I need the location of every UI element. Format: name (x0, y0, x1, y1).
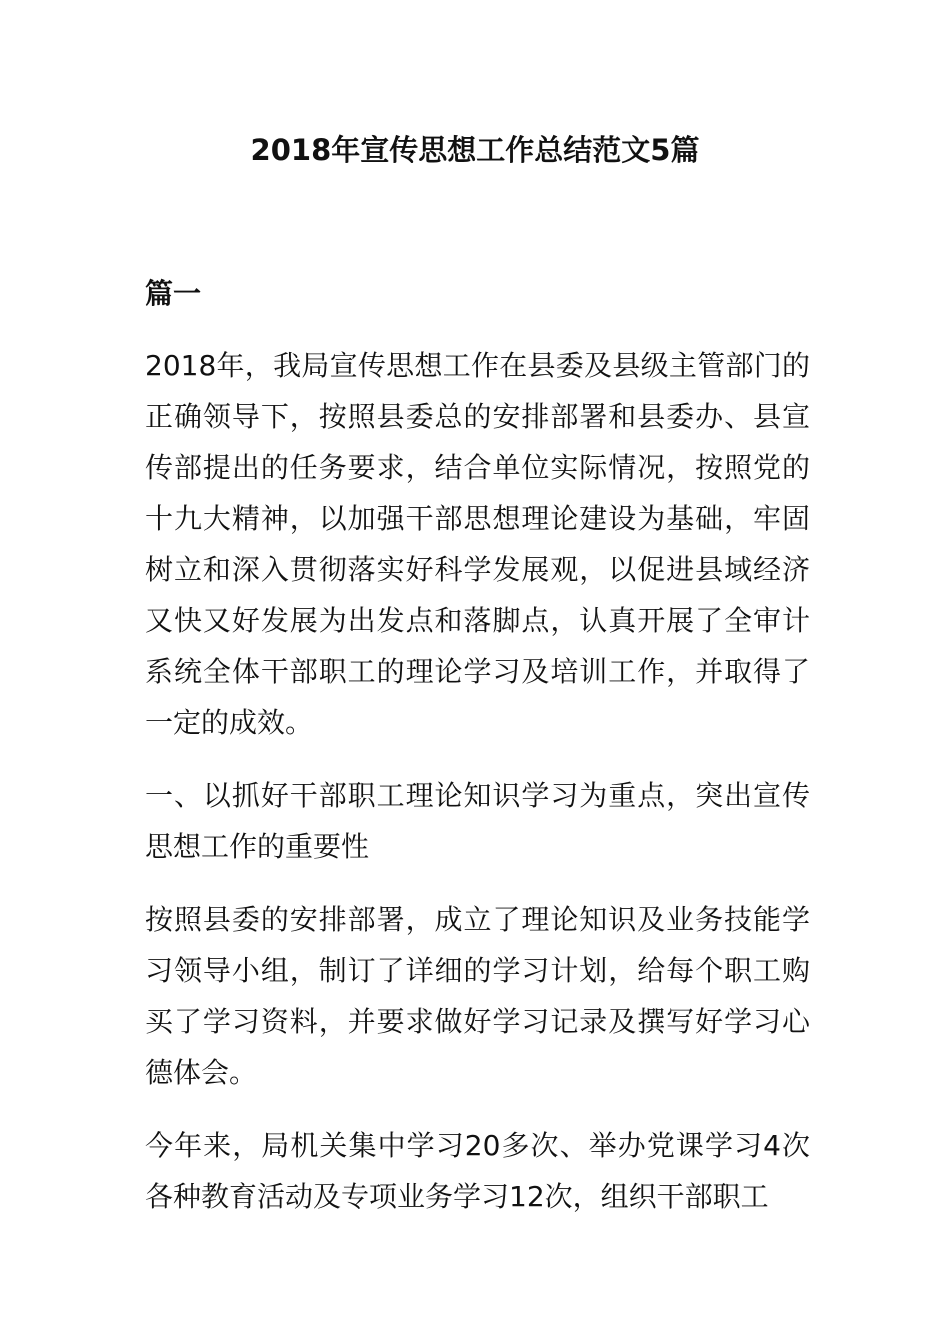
paragraph-study-stats: 今年来，局机关集中学习20多次、举办党课学习4次各种教育活动及专项业务学习12次，组织干部职工 (145, 1129, 810, 1213)
document-body (145, 340, 810, 1244)
paragraph-point-one-heading: 一、以抓好干部职工理论知识学习为重点，突出宣传思想工作的重要性 (145, 779, 810, 863)
paragraph-study-arrangement: 按照县委的安排部署，成立了理论知识及业务技能学习领导小组，制订了详细的学习计划，给每个职工购买了学习资料，并要求做好学习记录及撰写好学习心德体会。 (145, 903, 810, 1089)
paragraph-intro: 2018年，我局宣传思想工作在县委及县级主管部门的正确领导下，按照县委总的安排部署和县委办、县宣传部提出的任务要求，结合单位实际情况，按照党的十九大精神，以加强干部思想理论建设为基础，牢固树立和深入贯彻落实好科学发展观，以促进县域经济又快又好发展为出发点和落脚点，认真开展了全审计系统全体干部职工的理论学习及培训工作，并取得了一定的成效。 (145, 349, 810, 739)
section-heading: 篇一 (145, 277, 202, 310)
document-title: 2018年宣传思想工作总结范文5篇 (250, 133, 700, 167)
